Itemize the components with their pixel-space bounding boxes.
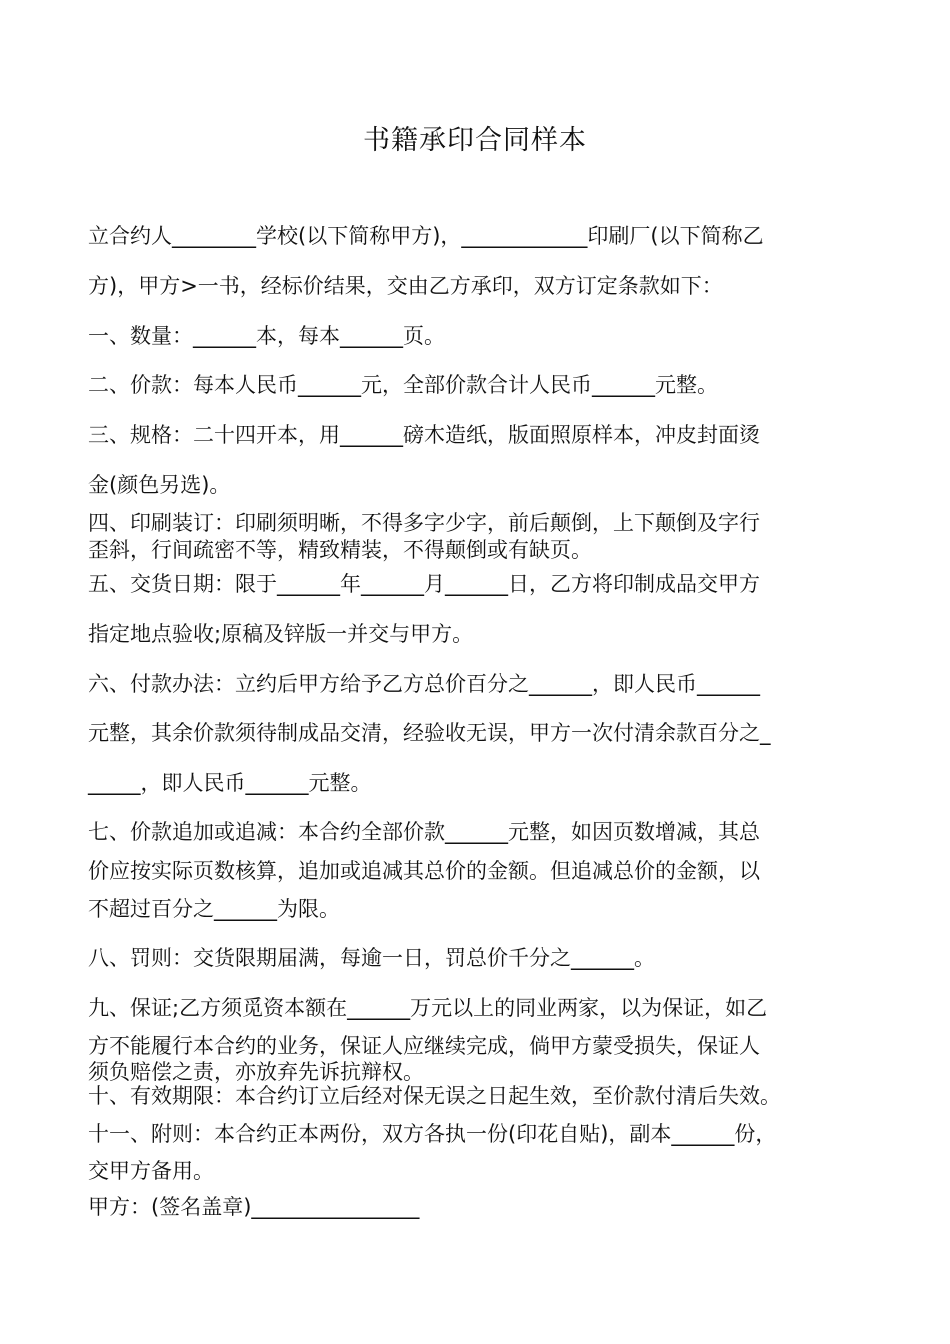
text-line: 七、价款追加或追减：本合约全部价款______元整，如因页数增减，其总 (88, 820, 760, 844)
text-line: 歪斜，行间疏密不等，精致精装，不得颠倒或有缺页。 (88, 538, 592, 562)
text-line: 不超过百分之______为限。 (88, 897, 340, 921)
text-line: 一、数量：______本，每本______页。 (88, 324, 445, 348)
text-line: 方不能履行本合约的业务，保证人应继续完成，倘甲方蒙受损失，保证人 (88, 1034, 760, 1058)
text-line: 三、规格：二十四开本，用______磅木造纸，版面照原样本，冲皮封面烫 (88, 423, 760, 447)
document-title: 书籍承印合同样本 (363, 125, 587, 156)
text-line: 九、保证;乙方须觅资本额在______万元以上的同业两家，以为保证，如乙 (88, 996, 768, 1020)
text-line: 价应按实际页数核算，追加或追减其总价的金额。但追减总价的金额，以 (88, 859, 760, 883)
text-line: 八、罚则：交货限期届满，每逾一日，罚总价千分之______。 (88, 946, 655, 970)
signature-line: 甲方：(签名盖章)________________ (88, 1195, 420, 1219)
text-line: 须负赔偿之责，亦放弃先诉抗辩权。 (88, 1060, 424, 1084)
text-line: 指定地点验收;原稿及锌版一并交与甲方。 (88, 622, 474, 646)
text-line: 立合约人________学校(以下简称甲方)，____________印刷厂(以下简称乙 (88, 224, 764, 248)
text-line: 五、交货日期：限于______年______月______日，乙方将印制成品交甲方 (88, 572, 760, 596)
text-line: 元整，其余价款须待制成品交清，经验收无误，甲方一次付清余款百分之_ (88, 721, 771, 745)
text-line: 十一、附则：本合约正本两份，双方各执一份(印花自贴)，副本______份， (88, 1122, 777, 1146)
text-line: 六、付款办法：立约后甲方给予乙方总价百分之______，即人民币______ (88, 672, 760, 696)
text-line: 四、印刷装订：印刷须明晰，不得多字少字，前后颠倒，上下颠倒及字行 (88, 511, 760, 535)
text-line: 交甲方备用。 (88, 1159, 214, 1183)
text-line: 金(颜色另选)。 (88, 473, 231, 497)
text-line: 二、价款：每本人民币______元，全部价款合计人民币______元整。 (88, 373, 718, 397)
text-line: _____，即人民币______元整。 (88, 771, 372, 795)
text-line: 十、有效期限：本合约订立后经对保无误之日起生效，至价款付清后失效。 (88, 1084, 781, 1108)
text-line: 方)，甲方>一书，经标价结果，交由乙方承印，双方订定条款如下： (88, 274, 723, 298)
